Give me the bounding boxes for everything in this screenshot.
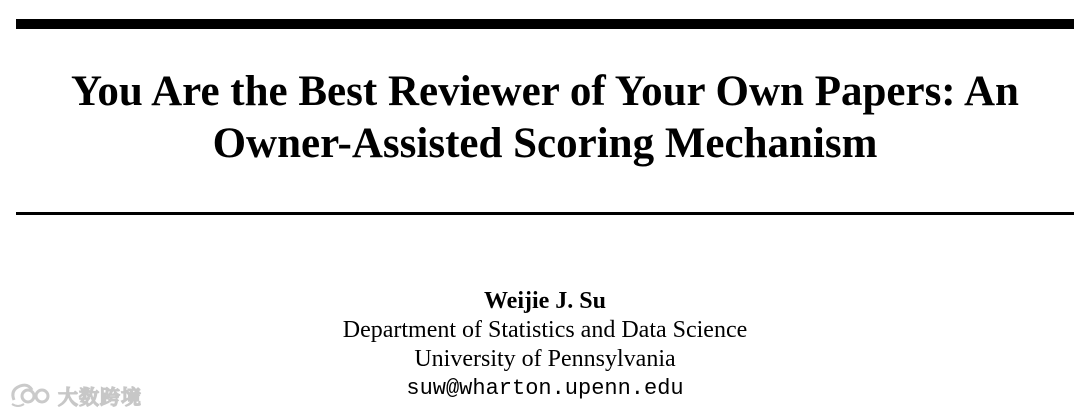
author-block: [16, 286, 1074, 404]
author-email[interactable]: suw@wharton.upenn.edu: [406, 376, 684, 401]
bottom-rule: [16, 212, 1074, 215]
author-university: University of Pennsylvania: [414, 346, 676, 372]
paper-title: [16, 66, 1074, 170]
watermark: [8, 378, 142, 412]
logo-icon: [8, 380, 52, 410]
watermark-text: 大数跨境: [58, 384, 142, 409]
author-department: Department of Statistics and Data Science: [342, 317, 748, 343]
author-name: Weijie J. Su: [483, 288, 606, 314]
top-rule: [16, 19, 1074, 29]
paper-title-line-1: You Are the Best Reviewer of Your Own Papers: An: [71, 68, 1019, 115]
paper-title-line-2: Owner-Assisted Scoring Mechanism: [212, 120, 878, 167]
